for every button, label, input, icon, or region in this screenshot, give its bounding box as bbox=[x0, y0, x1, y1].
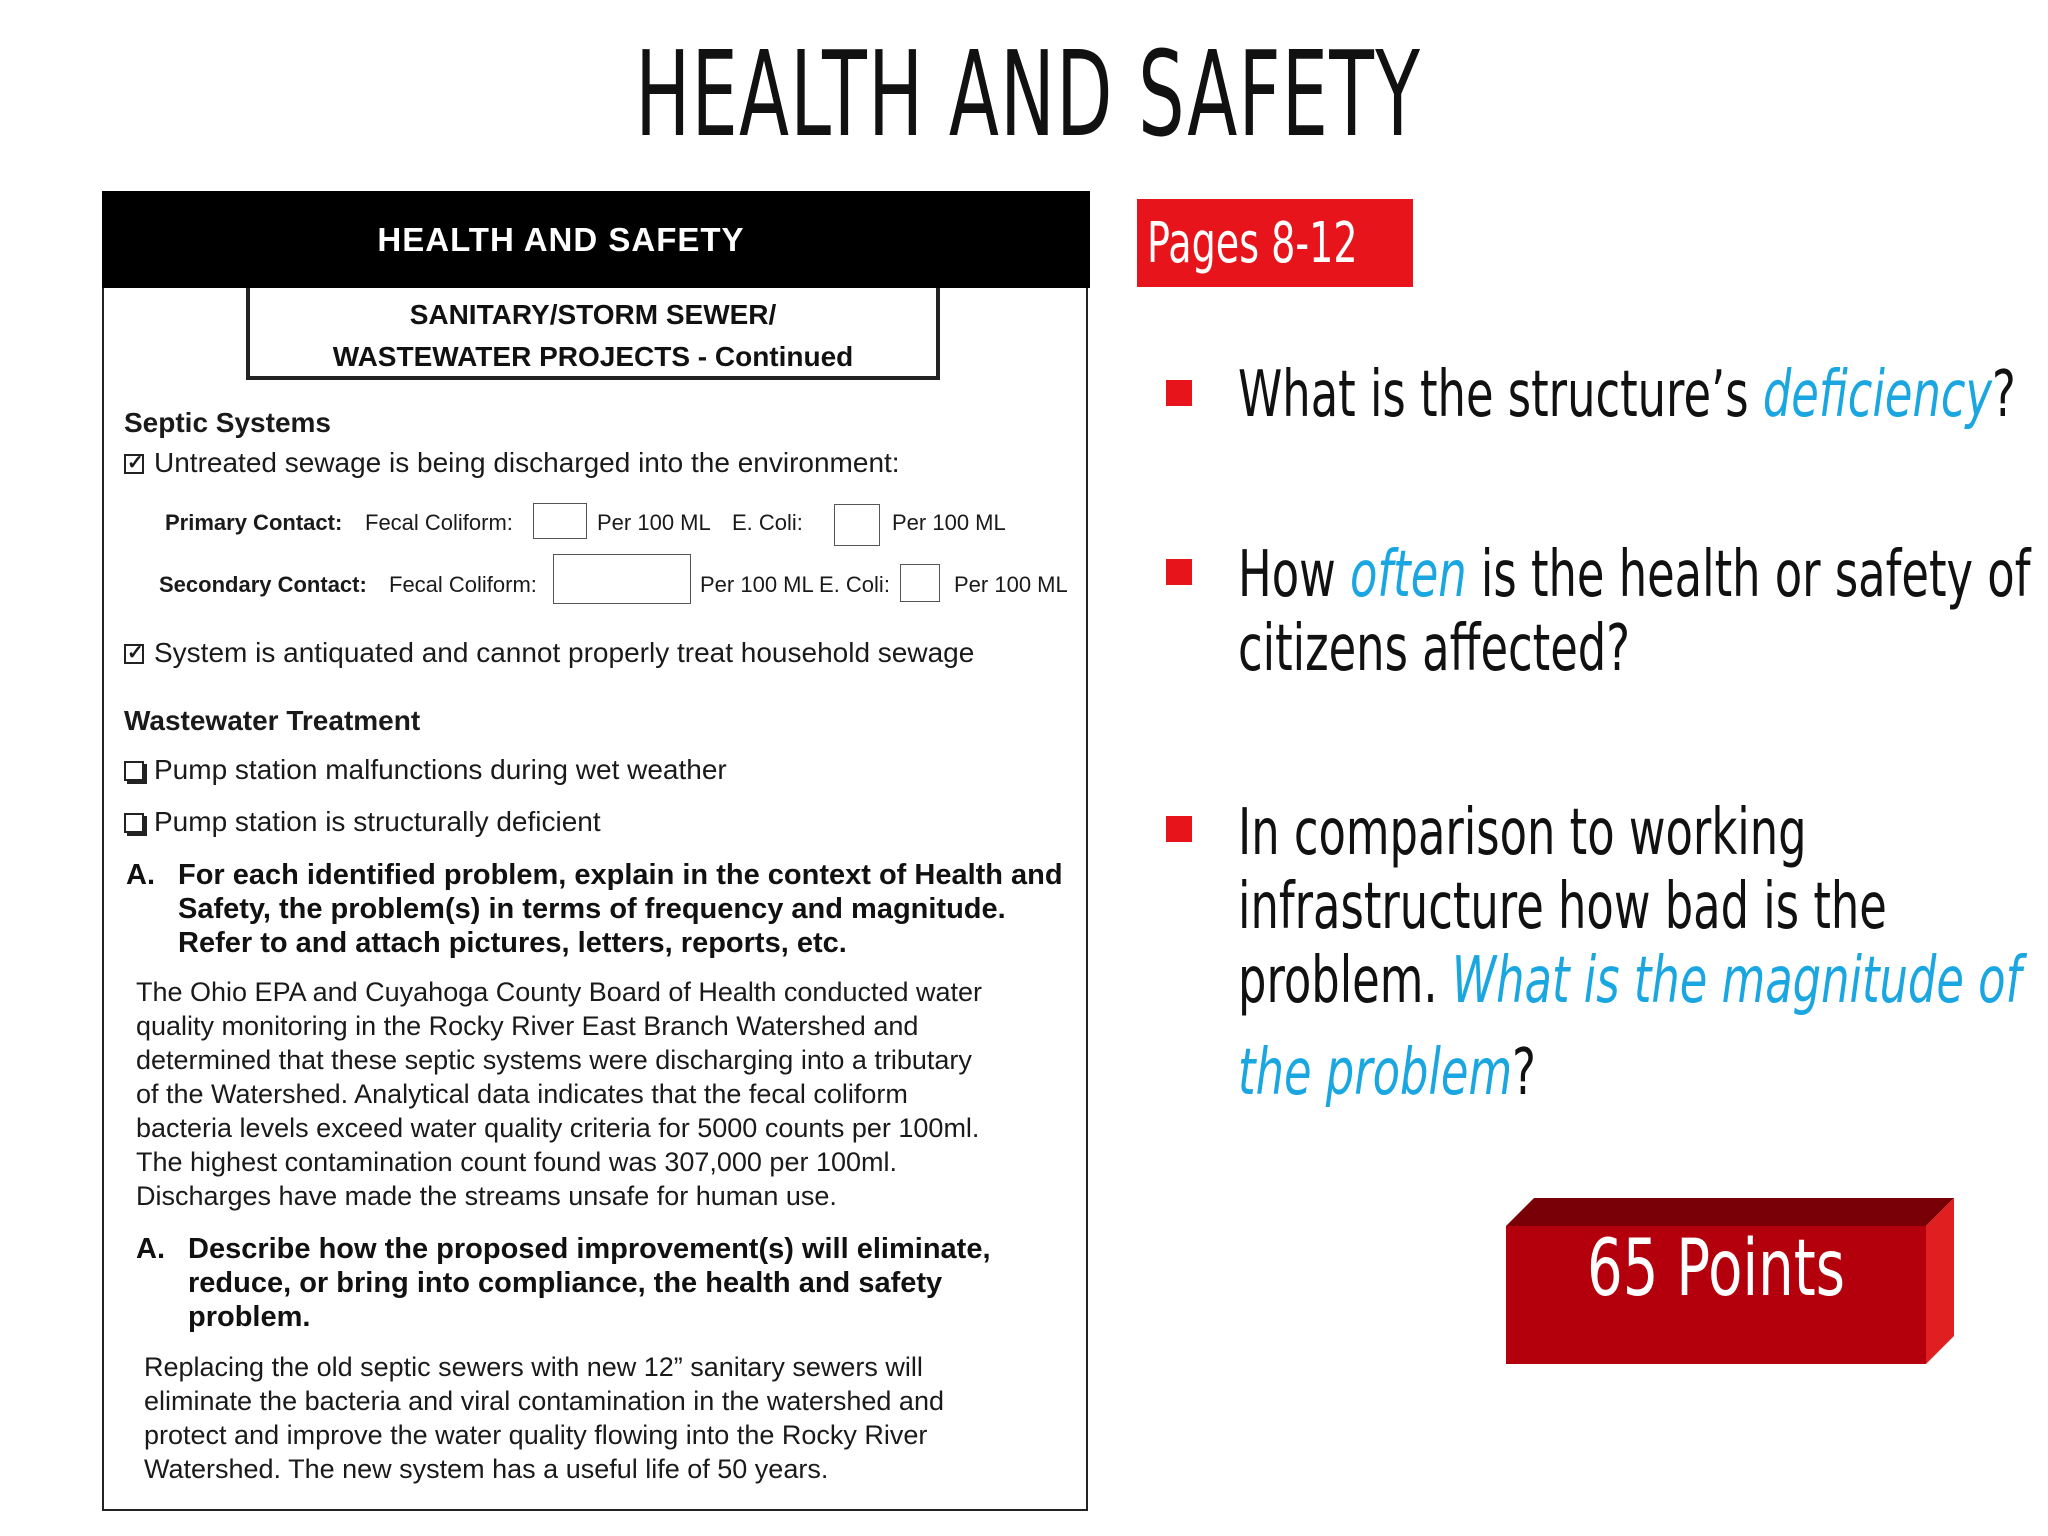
bullet-text: What is the structure’s bbox=[1238, 358, 1763, 432]
secondary-fecal-input[interactable] bbox=[553, 554, 691, 604]
slide-title: HEALTH AND SAFETY bbox=[635, 25, 1422, 163]
answer-a2-line: Watershed. The new system has a useful life of 50 years. bbox=[144, 1454, 829, 1484]
section-title-line2: WASTEWATER PROJECTS - Continued bbox=[332, 341, 854, 372]
answer-a2 bbox=[144, 1350, 1074, 1486]
answer-a2-line: Replacing the old septic sewers with new 12” sanitary sewers will bbox=[144, 1352, 923, 1382]
secondary-per100-ecoli: Per 100 ML E. Coli: bbox=[700, 572, 890, 597]
question-a1-text: For each identified problem, explain in the context of Health and Safety, the problem(s) in terms of frequency and magnitude. Refer to and attach pictures, letters, reports, etc. bbox=[178, 859, 1063, 959]
bullet-text: ? bbox=[1991, 358, 2016, 432]
primary-per100-a: Per 100 ML bbox=[597, 510, 711, 535]
answer-a2-line: protect and improve the water quality flowing into the Rocky River bbox=[144, 1420, 928, 1450]
answer-a1 bbox=[136, 975, 1076, 1213]
bullet-often bbox=[1238, 538, 2030, 686]
bullet-text: infrastructure how bad is the bbox=[1238, 870, 1887, 944]
bullet-marker bbox=[1166, 380, 1192, 406]
checkbox-antiquated[interactable] bbox=[124, 644, 144, 664]
question-a1 bbox=[126, 858, 1086, 968]
primary-fecal-label: Fecal Coliform: bbox=[365, 510, 513, 535]
pump2-label: Pump station is structurally deficient bbox=[154, 806, 601, 837]
answer-a1-line: Discharges have made the streams unsafe for human use. bbox=[136, 1181, 837, 1211]
bullet-marker bbox=[1166, 816, 1192, 842]
bullet-deficiency bbox=[1238, 358, 2016, 432]
highlight-problem: the problem bbox=[1238, 1036, 1513, 1110]
checkbox-pump-structural[interactable] bbox=[124, 813, 144, 833]
antiquated-check-label: System is antiquated and cannot properly treat household sewage bbox=[154, 637, 975, 668]
highlight-magnitude: What is the magnitude of bbox=[1451, 944, 2022, 1018]
septic-check-row bbox=[124, 447, 900, 479]
answer-a1-line: The highest contamination count found was 307,000 per 100ml. bbox=[136, 1147, 897, 1177]
secondary-ecoli-input[interactable] bbox=[900, 564, 940, 602]
answer-a1-line: bacteria levels exceed water quality criteria for 5000 counts per 100ml. bbox=[136, 1113, 980, 1143]
pump2-row bbox=[124, 806, 601, 838]
bullet-text: citizens affected? bbox=[1238, 612, 1630, 686]
secondary-fecal-label: Fecal Coliform: bbox=[389, 572, 537, 597]
answer-a1-line: The Ohio EPA and Cuyahoga County Board of Health conducted water bbox=[136, 977, 983, 1007]
bullet-marker bbox=[1166, 559, 1192, 585]
points-label: 65 Points bbox=[1586, 1224, 1846, 1314]
highlight-deficiency: deficiency bbox=[1762, 358, 1992, 432]
bullet-magnitude bbox=[1238, 796, 2021, 1110]
question-a2 bbox=[136, 1232, 1076, 1342]
bullet-text: How bbox=[1238, 538, 1350, 612]
question-a2-text: Describe how the proposed improvement(s) will eliminate, reduce, or bring into compliance, the health and safety problem. bbox=[188, 1233, 991, 1333]
highlight-often: often bbox=[1349, 538, 1467, 612]
pump1-label: Pump station malfunctions during wet weather bbox=[154, 754, 727, 785]
answer-a1-line: quality monitoring in the Rocky River East Branch Watershed and bbox=[136, 1011, 919, 1041]
antiquated-check-row bbox=[124, 637, 974, 669]
section-title-line1: SANITARY/STORM SEWER/ bbox=[409, 299, 777, 330]
answer-a1-line: of the Watershed. Analytical data indicates that the fecal coliform bbox=[136, 1079, 908, 1109]
question-a1-letter: A. bbox=[126, 859, 155, 891]
primary-ecoli-input[interactable] bbox=[834, 504, 880, 546]
form-header: HEALTH AND SAFETY bbox=[102, 191, 1090, 288]
wastewater-heading: Wastewater Treatment bbox=[124, 705, 421, 736]
bullet-text: ? bbox=[1512, 1036, 1536, 1110]
pages-tag-label: Pages 8-12 bbox=[1147, 210, 1358, 276]
primary-contact-label: Primary Contact: bbox=[165, 510, 343, 535]
form-scan bbox=[102, 191, 1088, 1511]
primary-ecoli-label: E. Coli: bbox=[732, 510, 803, 535]
pages-tag bbox=[1137, 199, 1413, 287]
pump1-row bbox=[124, 754, 727, 786]
primary-per100-b: Per 100 ML bbox=[892, 510, 1006, 535]
septic-check-label: Untreated sewage is being discharged into the environment: bbox=[154, 447, 900, 478]
points-box-top bbox=[1506, 1198, 1954, 1226]
section-title-box bbox=[246, 288, 940, 380]
checkbox-untreated-sewage[interactable] bbox=[124, 454, 144, 474]
secondary-contact-label: Secondary Contact: bbox=[159, 572, 367, 597]
checkbox-pump-wet-weather[interactable] bbox=[124, 761, 144, 781]
septic-heading: Septic Systems bbox=[124, 407, 331, 438]
question-a2-letter: A. bbox=[136, 1233, 165, 1265]
bullet-text: is the health or safety of bbox=[1466, 538, 2031, 612]
points-box-side bbox=[1926, 1198, 1954, 1364]
answer-a1-line: determined that these septic systems were discharging into a tributary bbox=[136, 1045, 972, 1075]
bullet-text: problem. bbox=[1238, 944, 1452, 1018]
answer-a2-line: eliminate the bacteria and viral contamination in the watershed and bbox=[144, 1386, 944, 1416]
bullet-text: In comparison to working bbox=[1238, 796, 1807, 870]
primary-fecal-input[interactable] bbox=[533, 503, 587, 539]
secondary-per100-d: Per 100 ML bbox=[954, 572, 1068, 597]
